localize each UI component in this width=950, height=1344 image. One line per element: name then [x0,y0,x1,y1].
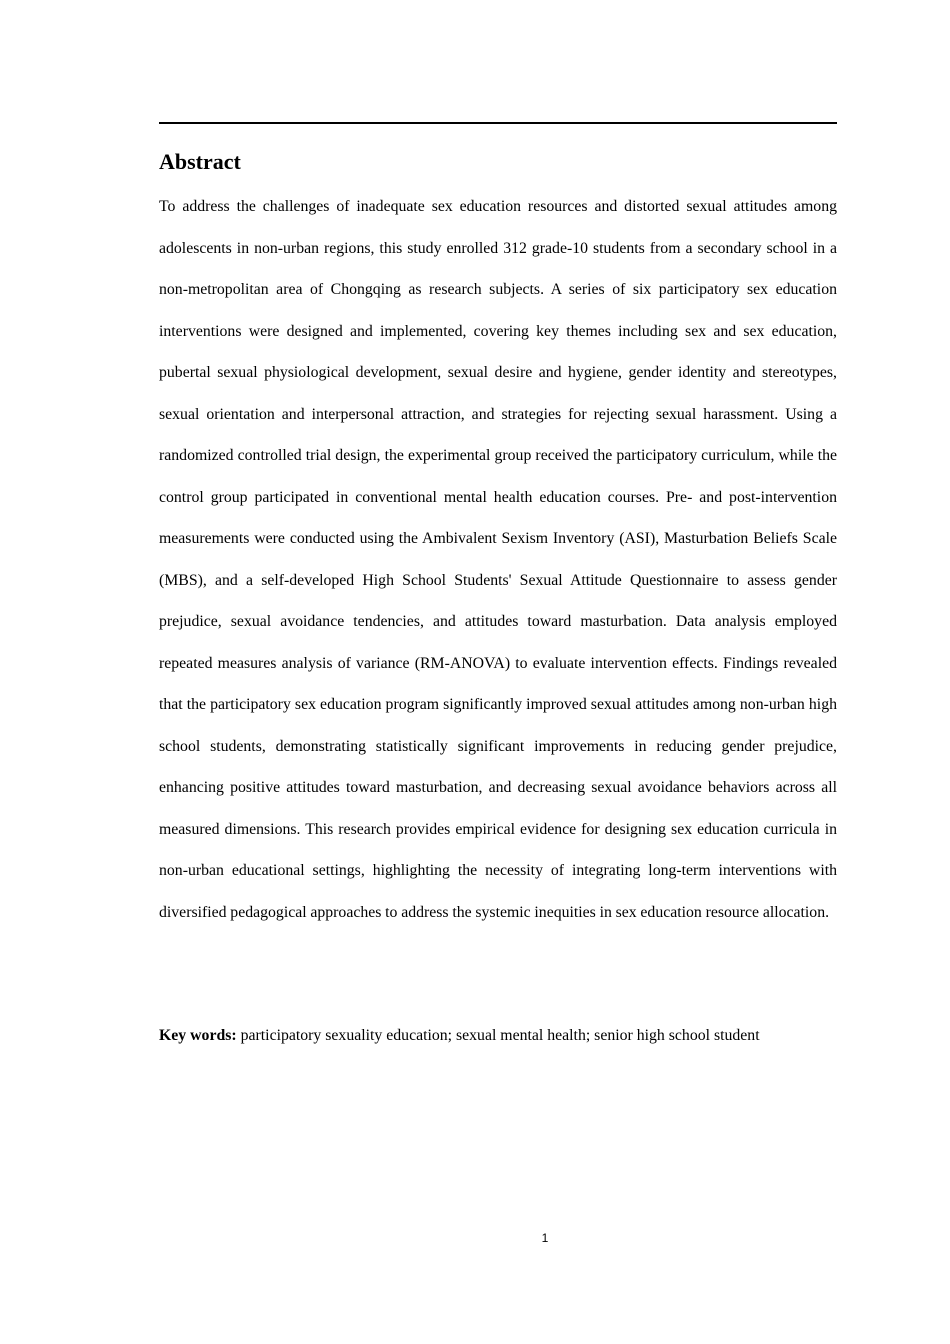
abstract-heading: Abstract [159,149,241,174]
page-number: 1 [541,1231,549,1245]
keywords-label: Key words: [159,1027,237,1044]
keywords-text: participatory sexuality education; sexual mental health; senior high school student [236,1027,760,1044]
document-page [159,0,837,1344]
top-horizontal-rule [159,122,837,124]
abstract-paragraph: To address the challenges of inadequate sex education resources and distorted sexual attitudes among adolescents in non-urban regions, this study enrolled 312 grade-10 students from a secondary school in a non-metropolitan area of Chongqing as research subjects. A series of six participatory sex education interventions were designed and implemented, covering key themes including sex and sex education, pubertal sexual physiological development, sexual desire and hygiene, gender identity and stereotypes, sexual orientation and interpersonal attraction, and strategies for rejecting sexual harassment. Using a randomized controlled trial design, the experimental group received the participatory curriculum, while the control group participated in conventional mental health education courses. Pre- and post-intervention measurements were conducted using the Ambivalent Sexism Inventory (ASI), Masturbation Beliefs Scale (MBS), and a self-developed High School Students' Sexual Attitude Questionnaire to assess gender prejudice, sexual avoidance tendencies, and attitudes toward masturbation. Data analysis employed repeated measures analysis of variance (RM-ANOVA) to evaluate intervention effects. Findings revealed that the participatory sex education program significantly improved sexual attitudes among non-urban high school students, demonstrating statistically significant improvements in reducing gender prejudice, enhancing positive attitudes toward masturbation, and decreasing sexual avoidance behaviors across all measured dimensions. This research provides empirical evidence for designing sex education curricula in non-urban educational settings, highlighting the necessity of integrating long-term interventions with diversified pedagogical approaches to address the systemic inequities in sex education resource allocation. [159,198,837,921]
keywords-line [159,1018,837,1054]
